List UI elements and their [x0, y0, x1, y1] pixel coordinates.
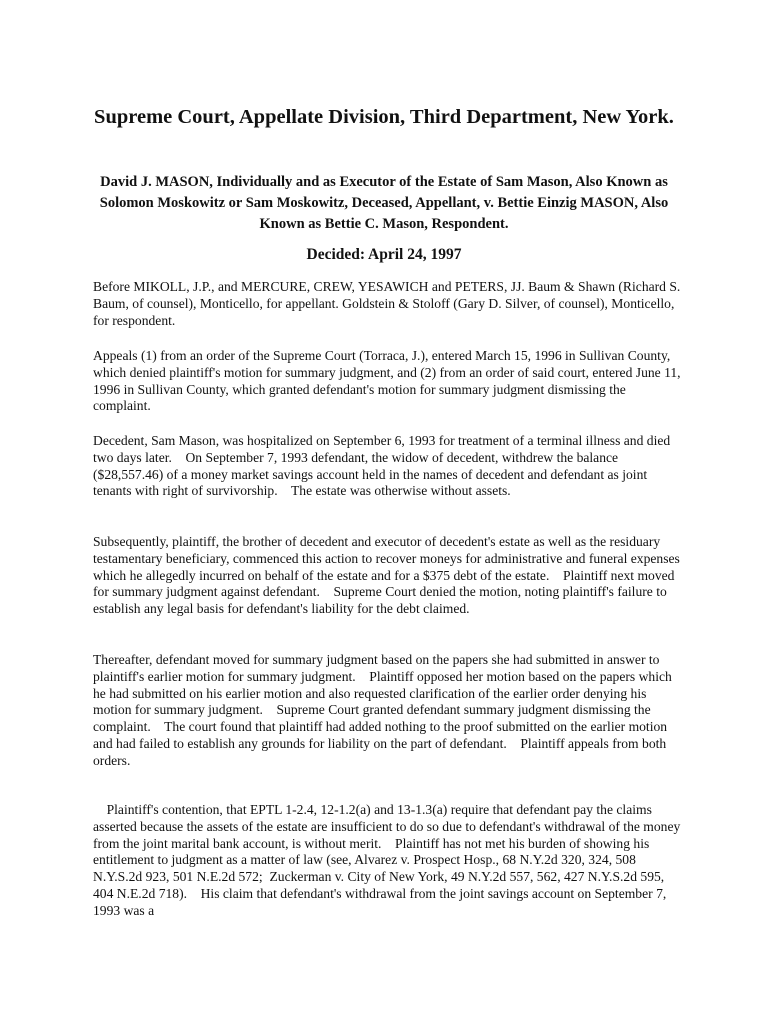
case-caption: David J. MASON, Individually and as Executor of the Estate of Sam Mason, Also Known as Solomon Moskowitz or Sam Moskowitz, Deceased, Appellant, v. Bettie Einzig MASON, Also Known as Bettie C. Mason, Respondent. — [99, 174, 669, 232]
contention-paragraph: Plaintiff's contention, that EPTL 1-2.4, 12-1.2(a) and 13-1.3(a) require that defendant pay the claims asserted because the assets of the estate are insufficient to do so due to defendant's withdrawal of the money from the joint marital bank account, is without merit. Plaintiff has not met his burden of showing his entitlement to judgment as a matter of law (see, Alvarez v. Prospect Hosp., 68 N.Y.2d 320, 324, 508 N.Y.S.2d 923, 501 N.E.2d 572; Zuckerman v. City of New York, 49 N.Y.2d 557, 562, 427 N.Y.S.2d 595, 404 N.E.2d 718). His claim that defendant's withdrawal from the joint savings account on September 7, 1993 was a — [93, 802, 684, 918]
counsel-paragraph: Before MIKOLL, J.P., and MERCURE, CREW, YESAWICH and PETERS, JJ. Baum & Shawn (Richard S. Baum, of counsel), Monticello, for appellant. Goldstein & Stoloff (Gary D. Silver, of counsel), Monticello, for respondent. — [93, 279, 684, 328]
procedural-paragraph: Subsequently, plaintiff, the brother of decedent and executor of decedent's estate as well as the residuary testamentary beneficiary, commenced this action to recover moneys for administrative and funeral expenses which he allegedly incurred on behalf of the estate and for a $375 debt of the estate. Plaintiff next moved for summary judgment against defendant. Supreme Court denied the motion, noting plaintiff's failure to establish any legal basis for defendant's liability for the debt claimed. — [93, 534, 684, 617]
appeals-paragraph: Appeals (1) from an order of the Supreme Court (Torraca, J.), entered March 15, 1996 in Sullivan County, which denied plaintiff's motion for summary judgment, and (2) from an order of said court, entered June 11, 1996 in Sullivan County, which granted defendant's motion for summary judgment dismissing the complaint. — [93, 348, 684, 414]
background-paragraph: Decedent, Sam Mason, was hospitalized on September 6, 1993 for treatment of a terminal illness and died two days later. On September 7, 1993 defendant, the widow of decedent, withdrew the balance ($28,557.46) of a money market savings account held in the names of decedent and defendant as joint tenants with right of survivorship. The estate was otherwise without assets. — [93, 433, 674, 499]
summary-judgment-paragraph: Thereafter, defendant moved for summary judgment based on the papers she had submitted in answer to plaintiff's earlier motion for summary judgment. Plaintiff opposed her motion based on the papers which he had submitted on his earlier motion and also requested clarification of the earlier order denying his motion for summary judgment. Supreme Court granted defendant summary judgment dismissing the complaint. The court found that plaintiff had added nothing to the proof submitted on the earlier motion and had failed to establish any grounds for liability on the part of defendant. Plaintiff appeals from both orders. — [93, 652, 676, 768]
court-title: Supreme Court, Appellate Division, Third Department, New York. — [94, 106, 674, 128]
decision-date: Decided: April 24, 1997 — [306, 246, 462, 263]
